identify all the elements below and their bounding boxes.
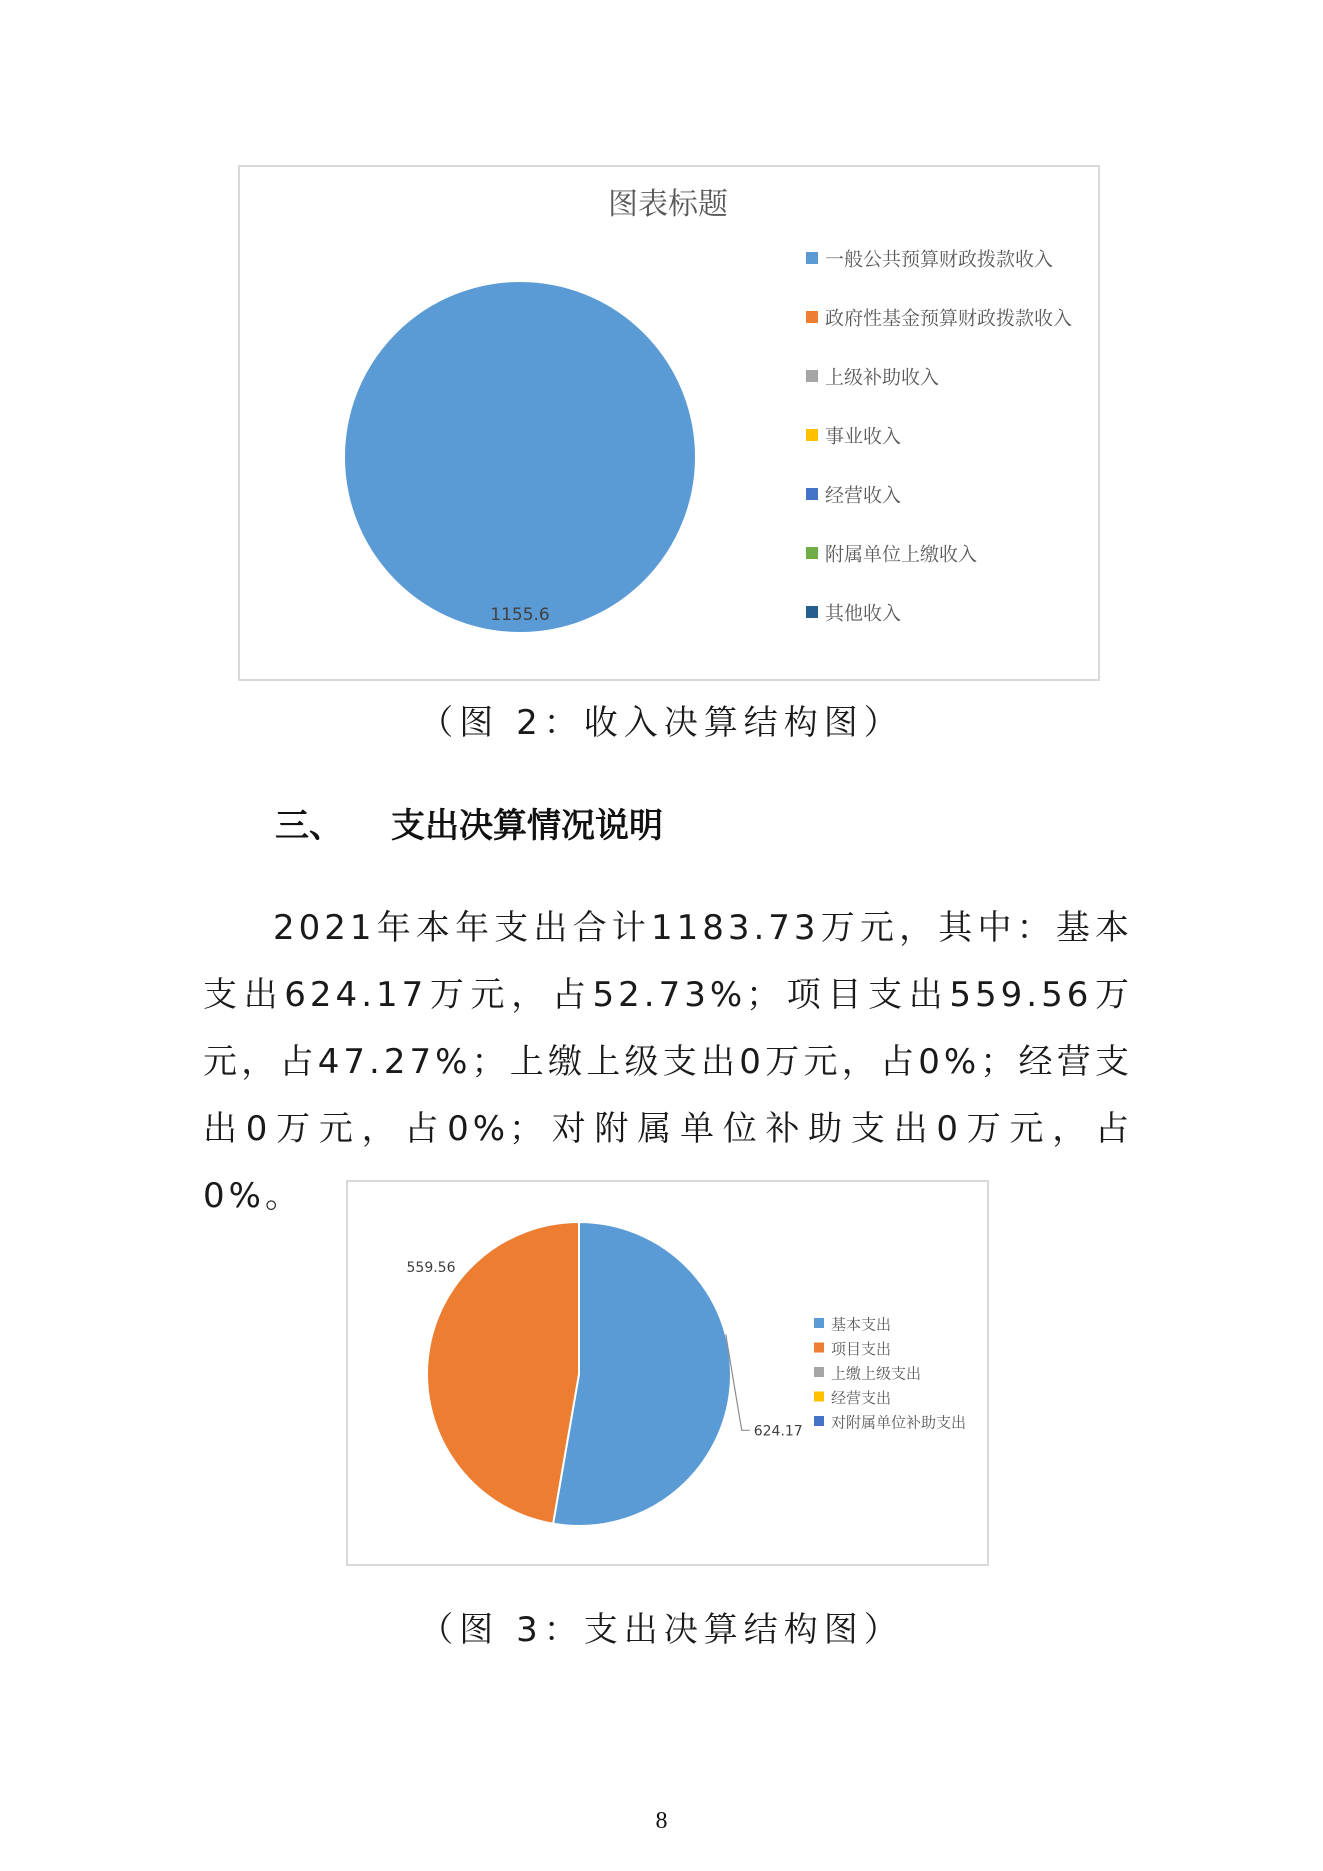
section-heading [275, 798, 663, 847]
section-title: 支出决算情况说明 [391, 806, 663, 846]
legend-label-5: 附属单位上缴收入 [825, 543, 978, 566]
legend-swatch-3 [806, 429, 818, 441]
data-label-0: 624.17 [753, 1423, 803, 1440]
legend-swatch-4 [806, 488, 818, 500]
legend-label-4: 对附属单位补助支出 [831, 1413, 967, 1432]
legend-label-6: 其他收入 [825, 602, 902, 625]
chart-title: 图表标题 [608, 187, 728, 222]
expenditure-paragraph: 2021年本年支出合计1183.73万元，其中：基本支出624.17万元，占52.73%；项目支出559.56万元，占47.27%；上缴上级支出0万元，占0%；经营支出0万元，占0%；对附属单位补助支出0万元，占0%。 [203, 908, 1133, 1216]
legend-label-2: 上缴上级支出 [831, 1364, 922, 1383]
income-structure-chart [238, 165, 1100, 681]
pie-slice-0 [344, 281, 696, 633]
data-label-0: 1155.6 [490, 605, 550, 625]
page-number: 8 [655, 1808, 668, 1834]
legend-label-1: 政府性基金预算财政拨款收入 [825, 307, 1073, 330]
legend-swatch-0 [814, 1318, 824, 1328]
legend-label-0: 一般公共预算财政拨款收入 [825, 248, 1054, 271]
expenditure-structure-chart [346, 1180, 989, 1566]
legend-label-0: 基本支出 [831, 1315, 892, 1334]
legend-label-1: 项目支出 [831, 1339, 892, 1358]
legend-swatch-2 [814, 1367, 824, 1377]
legend-swatch-3 [814, 1392, 824, 1402]
legend-label-3: 事业收入 [825, 425, 902, 448]
expenditure-pie-svg [348, 1182, 987, 1564]
legend-label-4: 经营收入 [825, 484, 902, 507]
legend-swatch-0 [806, 252, 818, 264]
legend-swatch-5 [806, 547, 818, 559]
legend-swatch-1 [806, 311, 818, 323]
legend-label-2: 上级补助收入 [825, 366, 940, 389]
legend-swatch-6 [806, 606, 818, 618]
legend-label-3: 经营支出 [831, 1388, 892, 1407]
figure-3-caption: （图 3：支出决算结构图） [419, 1610, 904, 1650]
section-number: 三、 [275, 806, 343, 846]
income-pie-svg [240, 167, 1098, 679]
data-label-1: 559.56 [406, 1260, 456, 1276]
legend-swatch-2 [806, 370, 818, 382]
figure-2-caption: （图 2：收入决算结构图） [419, 703, 904, 743]
legend-swatch-1 [814, 1343, 824, 1353]
legend-swatch-4 [814, 1416, 824, 1426]
